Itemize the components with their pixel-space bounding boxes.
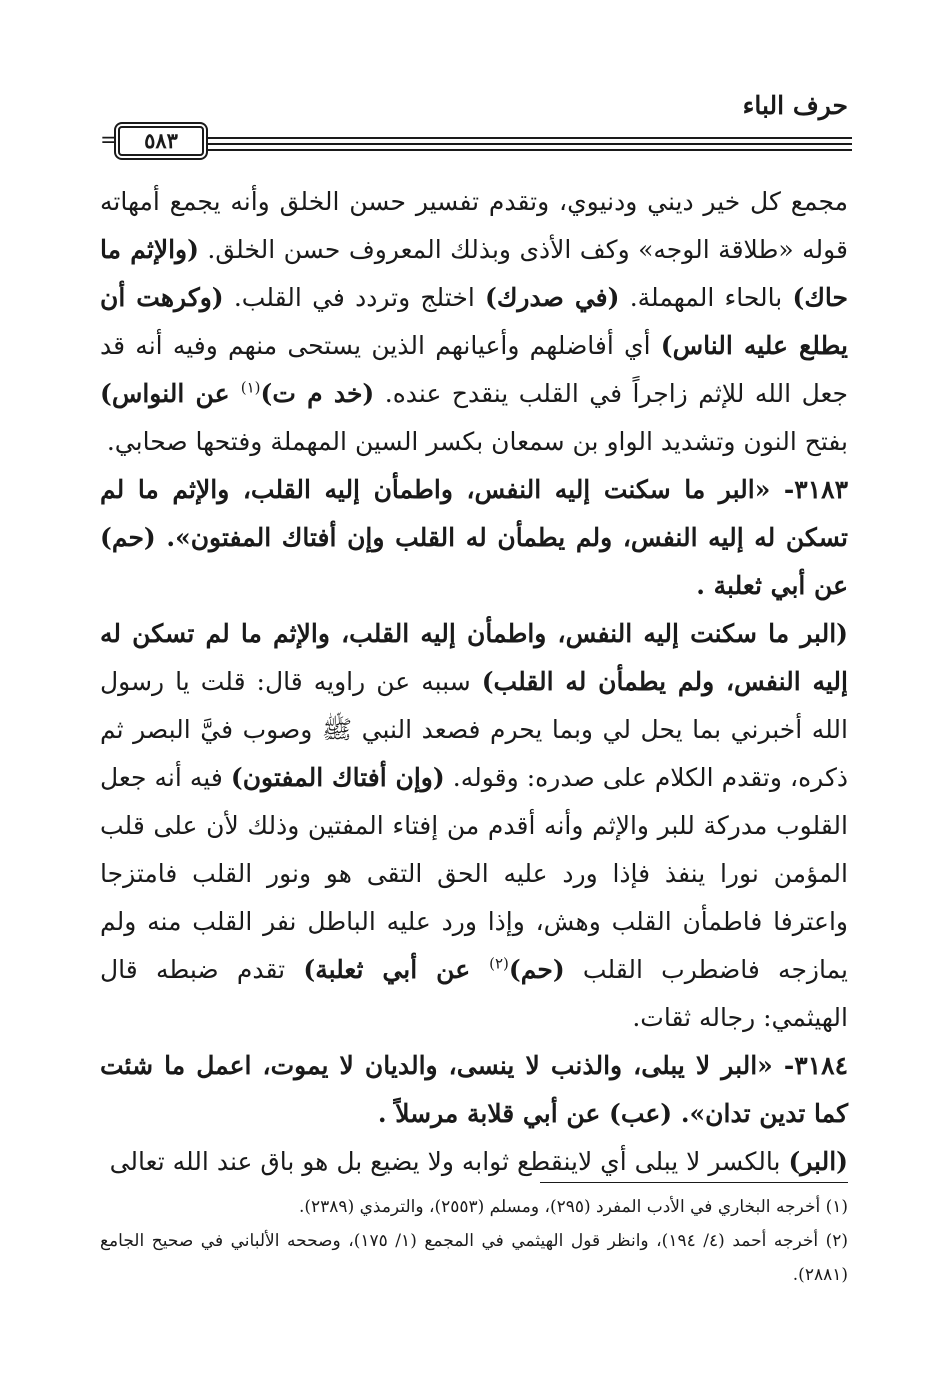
- footnote-ref[interactable]: (٢): [489, 954, 509, 973]
- bold-run: (البر ما سكنت إليه النفس، واطمأن إليه القلب، والإثم ما لم تسكن له إليه النفس، ولم يطمأن له القلب): [100, 619, 848, 696]
- header-rule: [100, 126, 852, 158]
- bold-run: (وإن أفتاك المفتون): [230, 763, 445, 792]
- page-number-marker: =: [100, 128, 119, 153]
- text-run: تقدم ضبطه قال الهيثمي: رجاله ثقات.: [100, 955, 848, 1032]
- bold-run: عن النواس): [100, 379, 241, 408]
- text-run: بالحاء المهملة.: [619, 283, 793, 312]
- bold-run: (البر): [788, 1147, 848, 1176]
- rule-line: [208, 143, 852, 145]
- hadith-number: ٣١٨٤-: [772, 1051, 848, 1080]
- hadith-3183: [100, 466, 848, 610]
- hadith-3184: [100, 1042, 848, 1138]
- footnote-separator: [540, 1182, 848, 1183]
- rule-line: [208, 137, 852, 139]
- text-run: بالكسر لا يبلى أي لاينقطع ثوابه ولا يضيع بل هو باق عند الله تعالى: [109, 1147, 789, 1176]
- rule-line: [208, 149, 852, 151]
- paragraph-commentary-3182: [100, 178, 848, 466]
- page-header: [100, 88, 852, 158]
- text-run: أي أفاضلهم وأعيانهم الذين يستحى منهم وفيه أنه قد جعل الله للإثم زاجراً في القلب ينقدح عنده.: [100, 331, 849, 408]
- bold-run: (خد م ت): [260, 379, 375, 408]
- page-number: ٥٨٣: [118, 126, 204, 156]
- hadith-text: «البر لا يبلى، والذنب لا ينسى، والديان لا يموت، اعمل ما شئت كما تدين تدان». (عب) عن أبي قلابة مرسلاً .: [100, 1051, 848, 1128]
- bold-run: (حم): [508, 955, 565, 984]
- text-run: مجمع كل خير ديني ودنيوي، وتقدم تفسير حسن الخلق وأنه يجمع أمهاته قوله «طلاقة الوجه» وكف الأذى وبذلك المعروف حسن الخلق.: [100, 187, 848, 264]
- footnote-2: (٢) أخرجه أحمد (٤/ ١٩٤)، وانظر قول الهيثمي في المجمع (١/ ١٧٥)، وصححه الألباني في صحيح الجامع (٢٨٨١).: [100, 1231, 849, 1285]
- bold-run: عن أبي ثعلبة): [303, 955, 490, 984]
- text-run: اختلج وتردد في القلب.: [223, 283, 485, 312]
- chapter-title: حرف الباء: [742, 91, 848, 120]
- text-run: سببه عن راويه قال: قلت يا رسول الله أخبرني بما يحل لي وبما يحرم فصعد النبي ﷺ وصوب فيَّ البصر ثم ذكره، وتقدم الكلام على صدره: وقوله.: [100, 667, 848, 792]
- main-text: [100, 178, 848, 1186]
- text-run: فيه أنه جعل القلوب مدركة للبر والإثم وأنه أقدم من إفتاء المفتين وذلك لأن على قلب المؤمن نورا ينفذ فإذا ورد عليه الحق التقى هو ونور القلب فامتزجا واعترفا فاطمأن القلب وهش، وإذا ورد عليه الباطل نفر القلب منه ولم يمازجه فاضطرب القلب: [100, 763, 849, 984]
- footnote-1: (١) أخرجه البخاري في الأدب المفرد (٢٩٥)، ومسلم (٢٥٥٣)، والترمذي (٢٣٨٩).: [298, 1197, 848, 1217]
- hadith-text: «البر ما سكنت إليه النفس، واطمأن إليه القلب، والإثم ما لم تسكن له إليه النفس، ولم يطمأن له القلب وإن أفتاك المفتون». (حم) عن أبي ثعلبة .: [100, 475, 848, 600]
- footnote-ref[interactable]: (١): [240, 378, 261, 397]
- paragraph-commentary-3183: [100, 610, 848, 1042]
- bold-run: (في صدرك): [485, 283, 620, 312]
- hadith-number: ٣١٨٣-: [770, 475, 848, 504]
- text-run: بفتح النون وتشديد الواو بن سمعان بكسر السين المهملة وفتحها صحابي.: [106, 427, 848, 456]
- footnotes: [100, 1190, 848, 1292]
- paragraph-commentary-3184: [100, 1138, 848, 1186]
- bold-run: (وكرهت أن يطلع عليه الناس): [100, 283, 848, 360]
- bold-run: (والإثم ما حاك): [100, 235, 848, 312]
